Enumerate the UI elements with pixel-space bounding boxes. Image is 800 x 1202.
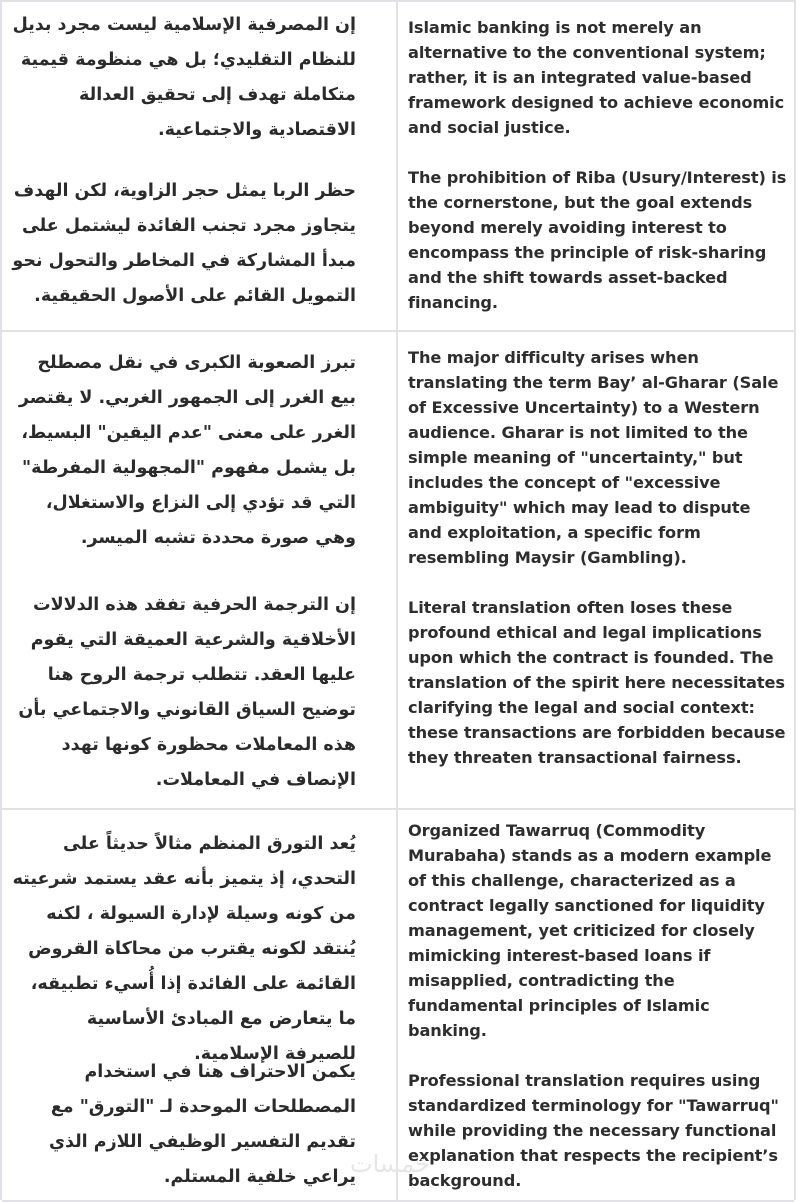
english-cell xyxy=(398,810,794,1200)
english-paragraph: Islamic banking is not merely an alternative to the conventional system; rather, it is an integrated value-based framework designed to achieve economic and social justice. xyxy=(408,18,785,137)
watermark-logo: خمسات xyxy=(350,1150,431,1178)
english-paragraph: Literal translation often loses these profound ethical and legal implications upon which the contract is founded. The translation of the spirit here necessitates clarifying the legal and social context: these transactions are forbidden because they threaten transactional fairness. xyxy=(408,598,786,767)
arabic-paragraph: يُعد التورق المنظم مثالاً حديثاً على التحدي، إذ يتميز بأنه عقد يستمد شرعيته من كونه وسيلة لإدارة السيولة ، لكنه يُنتقد لكونه يقترب من محاكاة القروض القائمة على الفائدة إذا أُسيء تطبيقه، ما يتعارض مع المبادئ الأساسية للصيرفة الإسلامية. xyxy=(12,834,356,1064)
arabic-cell xyxy=(2,332,398,808)
arabic-paragraph: تبرز الصعوبة الكبرى في نقل مصطلح بيع الغرر إلى الجمهور الغربي. لا يقتصر الغرر على معنى "عدم اليقين" البسيط، بل يشمل مفهوم "المجهولية المفرطة" التي قد تؤدي إلى النزاع والاستغلال، وهي صورة محددة تشبه الميسر. xyxy=(18,353,356,548)
arabic-cell xyxy=(2,2,398,330)
table-row xyxy=(2,2,794,332)
table-row xyxy=(2,810,794,1202)
english-paragraph: Organized Tawarruq (Commodity Murabaha) stands as a modern example of this challenge, characterized as a contract legally sanctioned for liquidity management, yet criticized for closely mimicking interest-based loans if misapplied, contradicting the fundamental principles of Islamic banking. xyxy=(408,821,772,1040)
arabic-cell xyxy=(2,810,398,1200)
arabic-paragraph: إن الترجمة الحرفية تفقد هذه الدلالات الأخلاقية والشرعية العميقة التي يقوم عليها العقد. تتطلب ترجمة الروح هنا توضيح السياق القانوني والاجتماعي بأن هذه المعاملات محظورة كونها تهدد الإنصاف في المعاملات. xyxy=(18,595,356,790)
english-cell xyxy=(398,332,794,808)
arabic-paragraph: حظر الربا يمثل حجر الزاوية، لكن الهدف يتجاوز مجرد تجنب الفائدة ليشتمل على مبدأ المشاركة في المخاطر والتحول نحو التمويل القائم على الأصول الحقيقية. xyxy=(12,181,356,306)
english-paragraph: The major difficulty arises when translating the term Bay’ al-Gharar (Sale of Excessive Uncertainty) to a Western audience. Gharar is not limited to the simple meaning of "uncertainty," but includes the concept of "excessive ambiguity" which may lead to dispute and exploitation, a specific form resembling Maysir (Gambling). xyxy=(408,348,779,567)
table-row xyxy=(2,332,794,810)
arabic-paragraph: يكمن الاحتراف هنا في استخدام المصطلحات الموحدة لـ "التورق" مع تقديم التفسير الوظيفي اللازم الذي يراعي خلفية المستلم. xyxy=(48,1062,356,1187)
english-cell xyxy=(398,2,794,330)
arabic-paragraph: إن المصرفية الإسلامية ليست مجرد بديل للنظام التقليدي؛ بل هي منظومة قيمية متكاملة تهدف إلى تحقيق العدالة الاقتصادية والاجتماعية. xyxy=(12,15,356,140)
english-paragraph: The prohibition of Riba (Usury/Interest) is the cornerstone, but the goal extends beyond merely avoiding interest to encompass the principle of risk-sharing and the shift towards asset-backed financing. xyxy=(408,168,787,312)
english-paragraph: Professional translation requires using standardized terminology for "Tawarruq" while providing the necessary functional explanation that respects the recipient’s background. xyxy=(408,1071,779,1190)
